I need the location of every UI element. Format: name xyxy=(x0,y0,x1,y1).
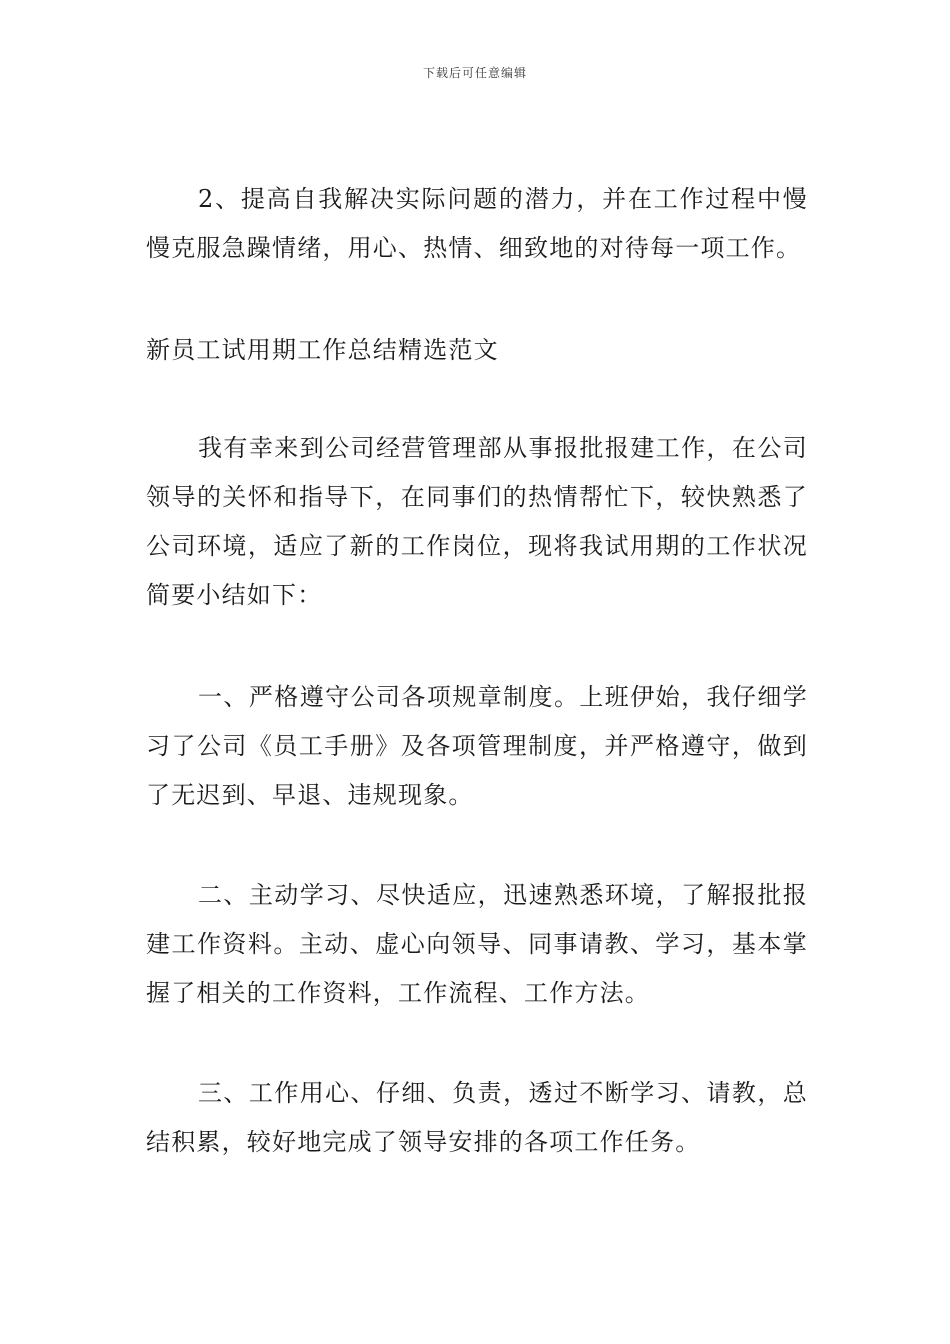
section-title: 新员工试用期工作总结精选范文 xyxy=(146,336,499,364)
paragraph-point-2: 二、主动学习、尽快适应，迅速熟悉环境，了解报批报建工作资料。主动、虚心向领导、同事请教、学习，基本掌握了相关的工作资料，工作流程、工作方法。 xyxy=(146,881,808,1007)
paragraph-point-3: 三、工作用心、仔细、负责，透过不断学习、请教，总结积累，较好地完成了领导安排的各项工作任务。 xyxy=(146,1079,808,1156)
paragraph-improvement-point-2: 2、提高自我解决实际问题的潜力，并在工作过程中慢慢克服急躁情绪，用心、热情、细致地的对待每一项工作。 xyxy=(146,185,808,262)
page-header: 下载后可任意编辑 xyxy=(422,66,527,80)
paragraph-intro: 我有幸来到公司经营管理部从事报批报建工作，在公司领导的关怀和指导下，在同事们的热情帮忙下，较快熟悉了公司环境，适应了新的工作岗位，现将我试用期的工作状况简要小结如下： xyxy=(146,434,808,609)
paragraph-point-1: 一、严格遵守公司各项规章制度。上班伊始，我仔细学习了公司《员工手册》及各项管理制度，并严格遵守，做到了无迟到、早退、违规现象。 xyxy=(146,683,808,809)
